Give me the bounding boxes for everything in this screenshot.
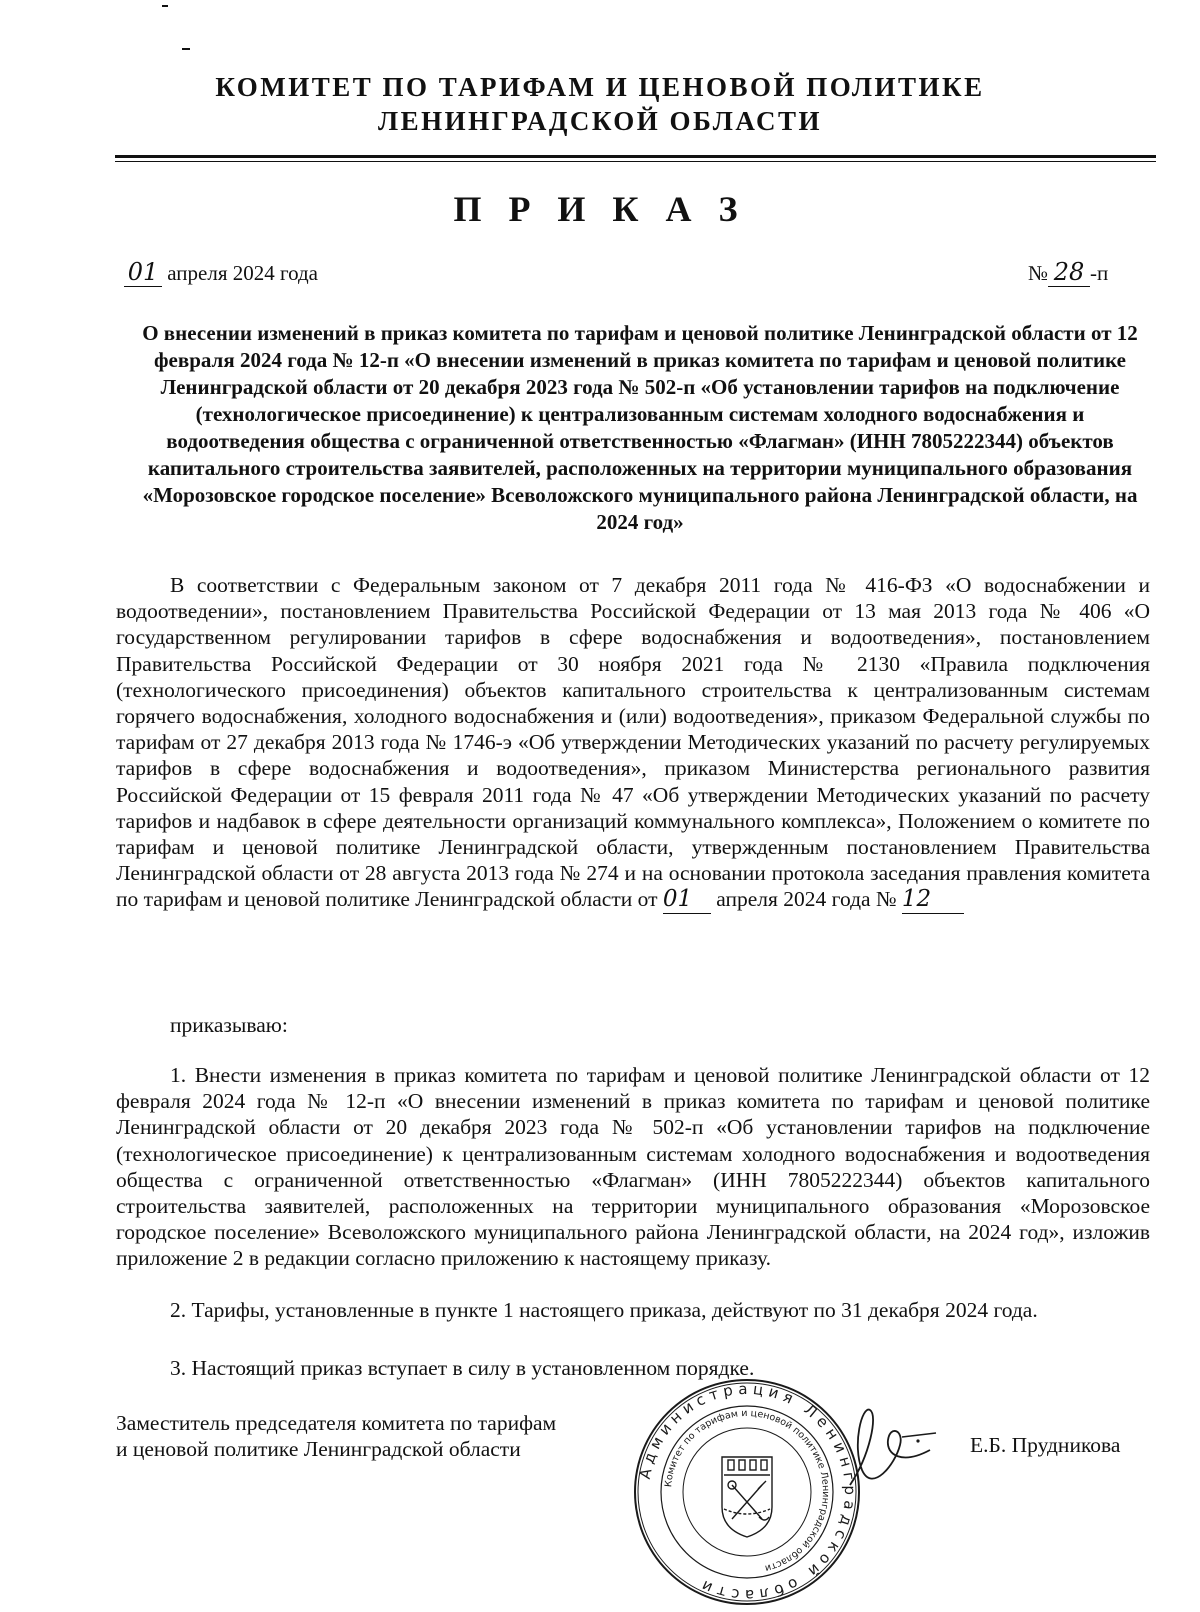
- handwritten-protocol-day: 01: [663, 886, 711, 913]
- order-word: приказываю:: [170, 1013, 288, 1037]
- stamp-outer-text: Администрация Ленинградской области: [635, 1379, 860, 1605]
- header-rule-thick: [115, 155, 1156, 158]
- preamble-text: В соответствии с Федеральным законом от 7 декабря 2011 года № 416-ФЗ «О водоснабжении и водоотведении», постановлением Правительства Российской Федерации от 13 мая 2013 года № 406 «О государственном регулировании тарифов в сфере водоснабжения и водоотведения», постановлением Правительства Российской Федерации от 30 ноября 2021 года № 2130 «Правила подключения (технологического присоединения) объектов капитального строительства к централизованным системам горячего водоснабжения, холодного водоснабжения и (или) водоотведения», приказом Федеральной службы по тарифам от 27 декабря 2013 года № 1746-э «Об утверждении Методических указаний по расчету регулируемых тарифов в сфере водоснабжения и водоотведения», приказом Министерства регионального развития Российской Федерации от 15 февраля 2011 года № 47 «Об утверждении Методических указаний по расчету тарифов и надбавок в сфере деятельности организаций коммунального комплекса», Положением о комитете по тарифам и ценовой политике Ленинградской области, утвержденным постановлением Правительства Ленинградской области от 28 августа 2013 года № 274 и на основании протокола заседания правления комитета по тарифам и ценовой политике Ленинградской области от: [116, 573, 1150, 912]
- official-stamp: [632, 1377, 862, 1607]
- stamp-seal: [632, 1377, 862, 1607]
- handwritten-protocol-number: 12: [902, 886, 964, 913]
- stamp-inner-text: Комитет по тарифам и ценовой политике Ленинградской области: [663, 1407, 832, 1574]
- handwritten-signature: [840, 1395, 960, 1505]
- number-sign: №: [1028, 261, 1049, 285]
- org-name-line1: КОМИТЕТ ПО ТАРИФАМ И ЦЕНОВОЙ ПОЛИТИКЕ: [215, 72, 985, 102]
- document-title: П Р И К А З: [453, 189, 747, 229]
- order-number: [1028, 258, 1108, 287]
- document-subject: О внесении изменений в приказ комитета по тарифам и ценовой политике Ленинградской области от 12 февраля 2024 года № 12-п «О внесении изменений в приказ комитета по тарифам и ценовой политике Ленинградской области от 20 декабря 2023 года № 502-п «Об установлении тарифов на подключение (технологическое присоединение) к централизованным системам холодного водоснабжения и водоотведения общества с ограниченной ответственностью «Флагман» (ИНН 7805222344) объектов капитального строительства заявителей, расположенных на территории муниципального образования «Морозовское городское поселение» Всеволожского муниципального района Ленинградской области, на 2024 год»: [142, 321, 1138, 534]
- svg-text:Комитет по тарифам и ценовой п: [663, 1408, 831, 1574]
- preamble-paragraph: [116, 572, 1150, 914]
- date-text: апреля 2024 года: [167, 261, 318, 285]
- scan-mark: [182, 48, 190, 50]
- coat-of-arms-icon: [722, 1457, 772, 1537]
- signatory-position: [116, 1410, 556, 1462]
- order-item-2: 2. Тарифы, установленные в пункте 1 настоящего приказа, действуют по 31 декабря 2024 года.: [170, 1298, 1038, 1322]
- date-line: [124, 258, 318, 287]
- number-suffix: -п: [1090, 261, 1109, 285]
- header-rule-thin: [115, 161, 1156, 162]
- scan-mark: [162, 5, 168, 7]
- position-line-2: и ценовой политике Ленинградской области: [116, 1437, 521, 1461]
- handwritten-number: 28: [1048, 258, 1090, 287]
- protocol-mid-text: апреля 2024 года №: [716, 887, 897, 912]
- org-name-line2: ЛЕНИНГРАДСКОЙ ОБЛАСТИ: [377, 106, 823, 136]
- position-line-1: Заместитель председателя комитета по тарифам: [116, 1411, 557, 1435]
- order-item-3: 3. Настоящий приказ вступает в силу в установленном порядке.: [170, 1356, 755, 1380]
- order-item-1: 1. Внести изменения в приказ комитета по тарифам и ценовой политике Ленинградской области от 12 февраля 2024 года № 12-п «О внесении изменений в приказ комитета по тарифам и ценовой политике Ленинградской области от 20 декабря 2023 года № 502-п «Об установлении тарифов на подключение (технологическое присоединение) к централизованным системам холодного водоснабжения и водоотведения общества с ограниченной ответственностью «Флагман» (ИНН 7805222344) объектов капитального строительства заявителей, расположенных на территории муниципального образования «Морозовское городское поселение» Всеволожского муниципального района Ленинградской области, на 2024 год», изложив приложение 2 в редакции согласно приложению к настоящему приказу.: [116, 1063, 1150, 1271]
- handwritten-day: 01: [124, 258, 162, 287]
- signatory-name: Е.Б. Прудникова: [970, 1433, 1121, 1457]
